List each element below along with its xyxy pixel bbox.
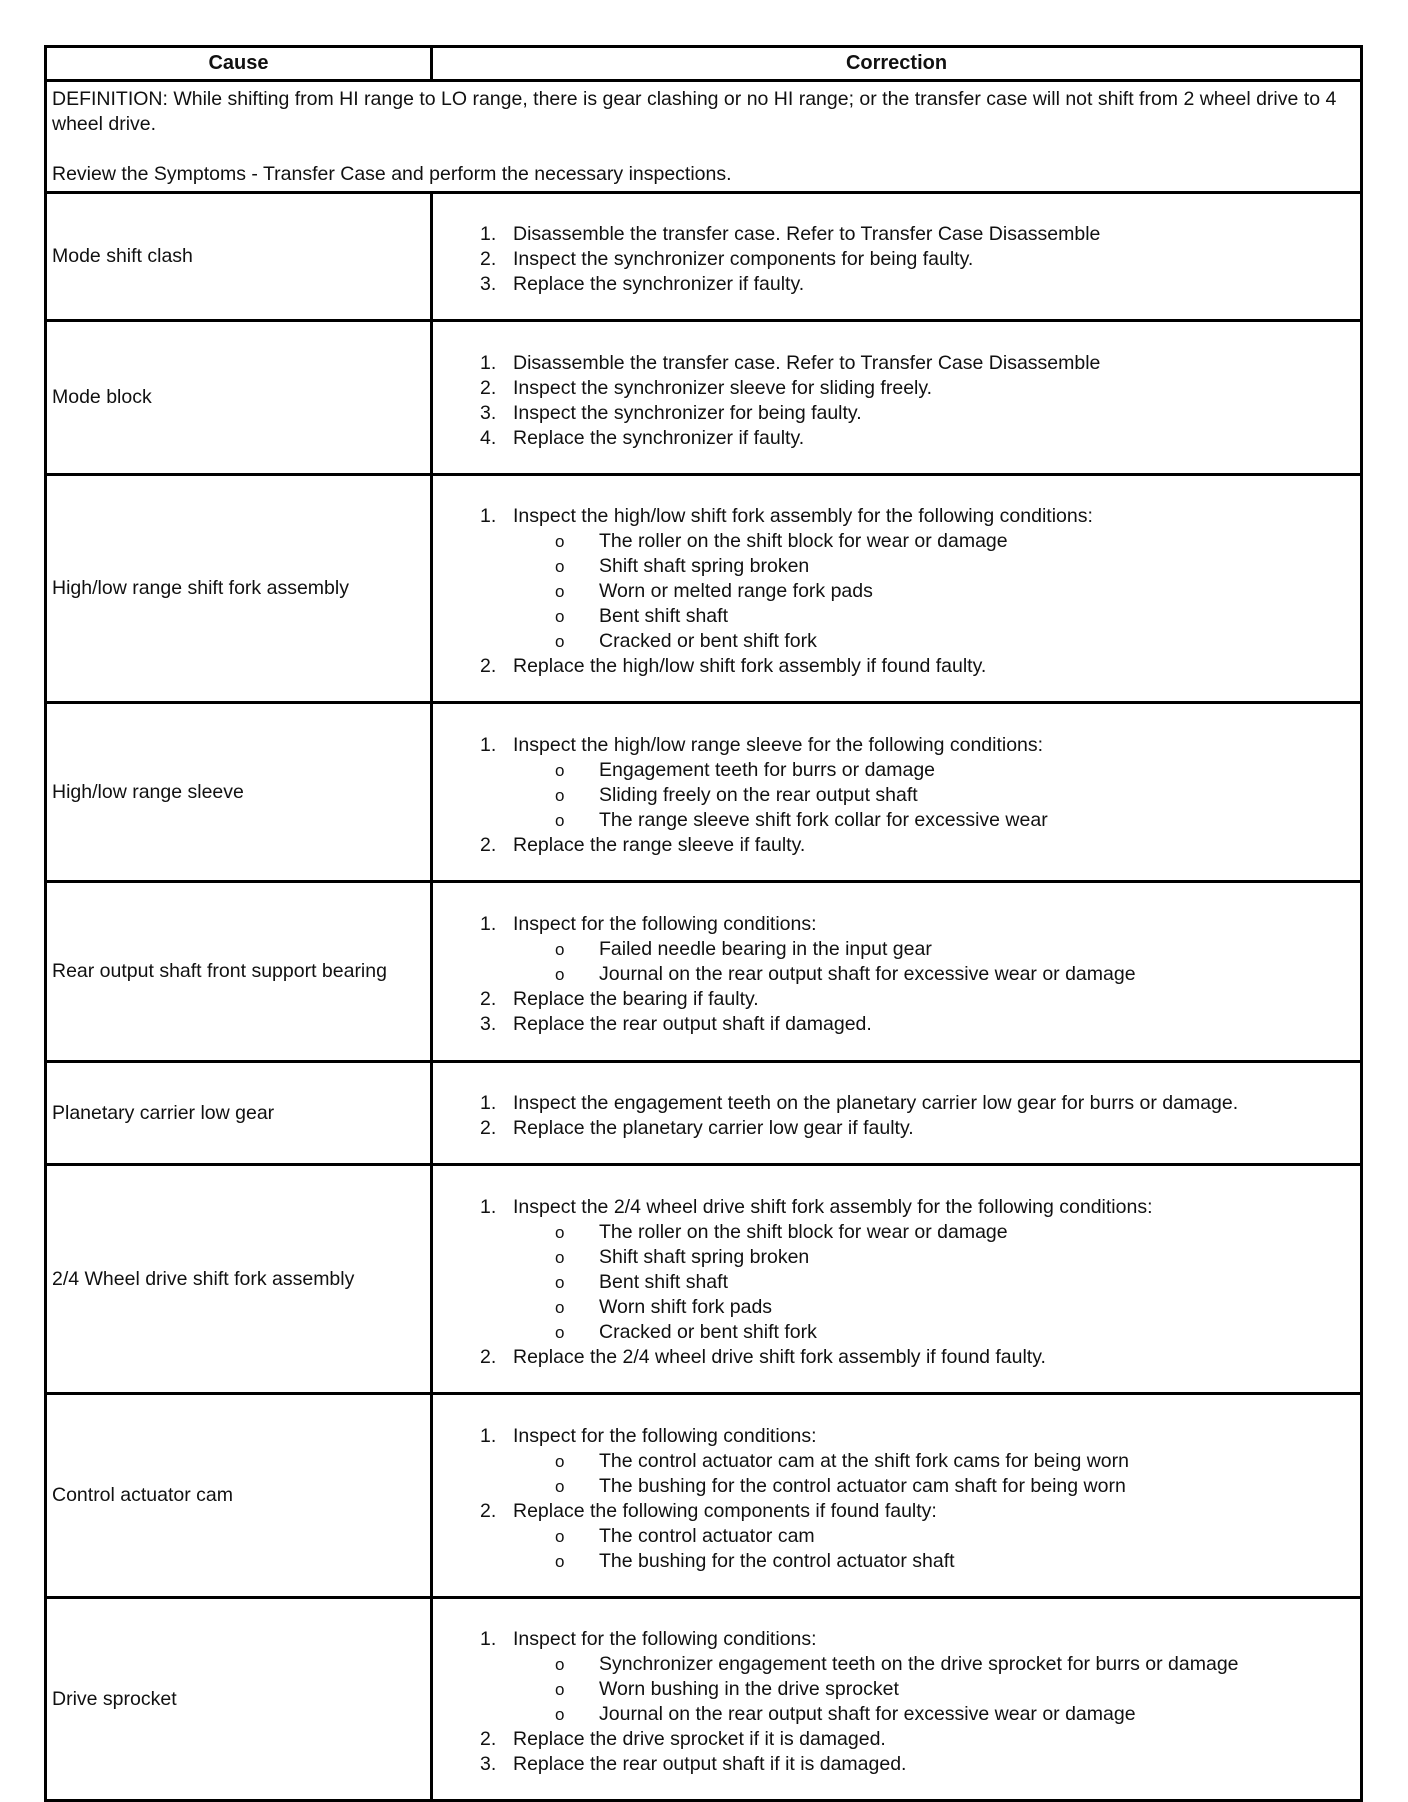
correction-subitem [433,1652,1360,1677]
correction-cell [432,321,1362,475]
bullet-icon: o [555,532,565,551]
table-row [46,1062,1362,1165]
correction-step [433,987,1360,1012]
subitem-text: Bent shift shaft [599,1270,728,1293]
step-number: 2. [480,655,497,677]
bullet-icon: o [555,1247,565,1267]
correction-step [433,1345,1360,1370]
subitem-text: Sliding freely on the rear output shaft [599,783,918,806]
step-number: 3. [480,1013,497,1035]
correction-cell [432,703,1362,882]
correction-subitem [433,1320,1360,1345]
subitem-text: The control actuator cam [599,1524,815,1547]
correction-step [433,1727,1360,1752]
correction-subitem [433,1270,1360,1295]
correction-subitem [433,808,1360,833]
correction-subitem [433,783,1360,808]
subitem-text: Engagement teeth for burrs or damage [599,758,936,781]
correction-subitem [433,629,1360,654]
correction-step [433,833,1360,858]
correction-subitem [433,1524,1360,1549]
step-number: 1. [480,733,497,756]
correction-cell [432,475,1362,703]
correction-step [433,1091,1360,1116]
subitem-text: Worn or melted range fork pads [599,580,873,602]
step-text: Inspect for the following conditions: [513,913,817,935]
diagnostic-sheet [44,45,1360,1802]
step-text: Replace the range sleeve if faulty. [513,833,806,856]
step-number: 2. [480,988,497,1010]
bullet-icon: o [555,1655,565,1674]
correction-step [433,1627,1360,1652]
correction-step [433,376,1360,401]
table-row [46,321,1362,475]
table-row [46,1394,1362,1598]
step-text: Inspect the synchronizer components for being faulty. [513,248,974,270]
step-text: Inspect the synchronizer sleeve for sliding freely. [513,376,933,399]
bullet-icon: o [555,1551,565,1571]
correction-subitem [433,1449,1360,1474]
correction-step [433,1424,1360,1449]
correction-step [433,654,1360,679]
step-text: Inspect the 2/4 wheel drive shift fork assembly for the following conditions: [513,1195,1153,1218]
step-text: Inspect for the following conditions: [513,1628,817,1650]
correction-step [433,1499,1360,1524]
correction-cell [432,1165,1362,1394]
step-number: 1. [480,1424,497,1447]
correction-subitem [433,1677,1360,1702]
correction-step [433,426,1360,451]
table-row [46,475,1362,703]
subitem-text: Bent shift shaft [599,605,728,627]
step-number: 3. [480,1753,497,1775]
correction-step [433,733,1360,758]
cause-cell: High/low range shift fork assembly [46,475,432,703]
definition-review-text: Review the Symptoms - Transfer Case and perform the necessary inspections. [52,162,732,185]
subitem-text: Shift shaft spring broken [599,1245,810,1268]
table-row [46,1598,1362,1801]
bullet-icon: o [555,940,565,959]
subitem-text: Synchronizer engagement teeth on the drive sprocket for burrs or damage [599,1653,1239,1675]
step-number: 1. [480,223,497,245]
step-number: 4. [480,426,497,449]
step-number: 2. [480,833,497,856]
correction-cell [432,1062,1362,1165]
definition-cell [46,81,1362,193]
bullet-icon: o [555,1705,565,1724]
cause-cell: 2/4 Wheel drive shift fork assembly [46,1165,432,1394]
step-text: Replace the planetary carrier low gear if faulty. [513,1117,914,1139]
step-text: Inspect the synchronizer for being faulty. [513,401,862,424]
bullet-icon: o [555,785,565,805]
bullet-icon: o [555,760,565,780]
bullet-icon: o [555,582,565,601]
correction-subitem [433,1295,1360,1320]
step-number: 2. [480,1499,497,1522]
bullet-icon: o [555,632,565,651]
step-text: Replace the synchronizer if faulty. [513,273,805,295]
cause-cell: Control actuator cam [46,1394,432,1598]
step-text: Replace the bearing if faulty. [513,988,759,1010]
step-number: 3. [480,401,497,424]
step-number: 2. [480,1117,497,1139]
correction-subitem [433,1245,1360,1270]
correction-subitem [433,962,1360,987]
step-number: 2. [480,248,497,270]
subitem-text: The roller on the shift block for wear or damage [599,530,1008,552]
subitem-text: Shift shaft spring broken [599,555,810,577]
correction-subitem [433,1220,1360,1245]
step-number: 1. [480,351,497,374]
step-text: Replace the 2/4 wheel drive shift fork assembly if found faulty. [513,1345,1046,1368]
header-row [46,47,1362,81]
subitem-text: The control actuator cam at the shift fork cams for being worn [599,1449,1129,1472]
subitem-text: Cracked or bent shift fork [599,630,817,652]
correction-subitem [433,1702,1360,1727]
definition-text: DEFINITION: While shifting from HI range to LO range, there is gear clashing or no HI range; or the transfer case will not shift from 2 wheel drive to 4 wheel drive. [52,87,1337,135]
correction-step [433,247,1360,272]
bullet-icon: o [555,1272,565,1292]
correction-step [433,504,1360,529]
correction-subitem [433,1549,1360,1574]
bullet-icon: o [555,607,565,626]
cause-cell: Drive sprocket [46,1598,432,1801]
step-number: 1. [480,505,497,527]
step-text: Replace the rear output shaft if damaged. [513,1013,872,1035]
subitem-text: The bushing for the control actuator cam shaft for being worn [599,1474,1126,1497]
subitem-text: The range sleeve shift fork collar for excessive wear [599,808,1048,831]
correction-subitem [433,758,1360,783]
step-number: 1. [480,1092,497,1114]
definition-row [46,81,1362,193]
bullet-icon: o [555,1322,565,1342]
cause-cell: Mode shift clash [46,193,432,321]
bullet-icon: o [555,1526,565,1546]
step-number: 1. [480,1628,497,1650]
step-text: Replace the following components if found faulty: [513,1499,937,1522]
step-text: Disassemble the transfer case. Refer to Transfer Case Disassemble [513,223,1101,245]
subitem-text: Failed needle bearing in the input gear [599,938,932,960]
step-number: 2. [480,376,497,399]
correction-cell [432,1598,1362,1801]
subitem-text: Journal on the rear output shaft for excessive wear or damage [599,963,1136,985]
cause-cell: Mode block [46,321,432,475]
correction-cell [432,1394,1362,1598]
step-number: 1. [480,913,497,935]
correction-cell [432,882,1362,1062]
step-number: 2. [480,1345,497,1368]
table-row [46,882,1362,1062]
step-text: Inspect the high/low shift fork assembly for the following conditions: [513,505,1093,527]
cause-cell: Rear output shaft front support bearing [46,882,432,1062]
bullet-icon: o [555,1451,565,1471]
bullet-icon: o [555,1222,565,1242]
correction-step [433,1752,1360,1777]
bullet-icon: o [555,965,565,984]
correction-step [433,351,1360,376]
correction-subitem [433,554,1360,579]
table-row [46,193,1362,321]
subitem-text: Worn shift fork pads [599,1295,773,1318]
step-text: Disassemble the transfer case. Refer to Transfer Case Disassemble [513,351,1101,374]
correction-step [433,222,1360,247]
step-text: Replace the rear output shaft if it is damaged. [513,1753,907,1775]
step-number: 3. [480,273,497,295]
cause-cell: Planetary carrier low gear [46,1062,432,1165]
cause-cell: High/low range sleeve [46,703,432,882]
correction-subitem [433,937,1360,962]
bullet-icon: o [555,1476,565,1496]
step-text: Inspect the engagement teeth on the planetary carrier low gear for burrs or damage. [513,1092,1239,1114]
correction-step [433,1012,1360,1037]
step-text: Replace the drive sprocket if it is damaged. [513,1728,886,1750]
correction-subitem [433,604,1360,629]
subitem-text: Worn bushing in the drive sprocket [599,1678,899,1700]
subitem-text: The bushing for the control actuator shaft [599,1549,955,1572]
subitem-text: Journal on the rear output shaft for excessive wear or damage [599,1703,1136,1725]
correction-subitem [433,1474,1360,1499]
correction-step [433,912,1360,937]
correction-step [433,401,1360,426]
correction-column-header: Correction [432,47,1362,81]
step-text: Inspect the high/low range sleeve for the following conditions: [513,733,1044,756]
step-number: 1. [480,1195,497,1218]
step-text: Replace the high/low shift fork assembly if found faulty. [513,655,987,677]
correction-step [433,1116,1360,1141]
correction-step [433,1195,1360,1220]
cause-column-header: Cause [46,47,432,81]
correction-subitem [433,579,1360,604]
correction-cell [432,193,1362,321]
subitem-text: Cracked or bent shift fork [599,1320,817,1343]
bullet-icon: o [555,557,565,576]
bullet-icon: o [555,810,565,830]
table-row [46,1165,1362,1394]
step-text: Inspect for the following conditions: [513,1424,817,1447]
correction-step [433,272,1360,297]
subitem-text: The roller on the shift block for wear or damage [599,1220,1008,1243]
diagnostic-table [44,45,1363,1802]
step-number: 2. [480,1728,497,1750]
table-row [46,703,1362,882]
step-text: Replace the synchronizer if faulty. [513,426,805,449]
correction-subitem [433,529,1360,554]
bullet-icon: o [555,1680,565,1699]
bullet-icon: o [555,1297,565,1317]
